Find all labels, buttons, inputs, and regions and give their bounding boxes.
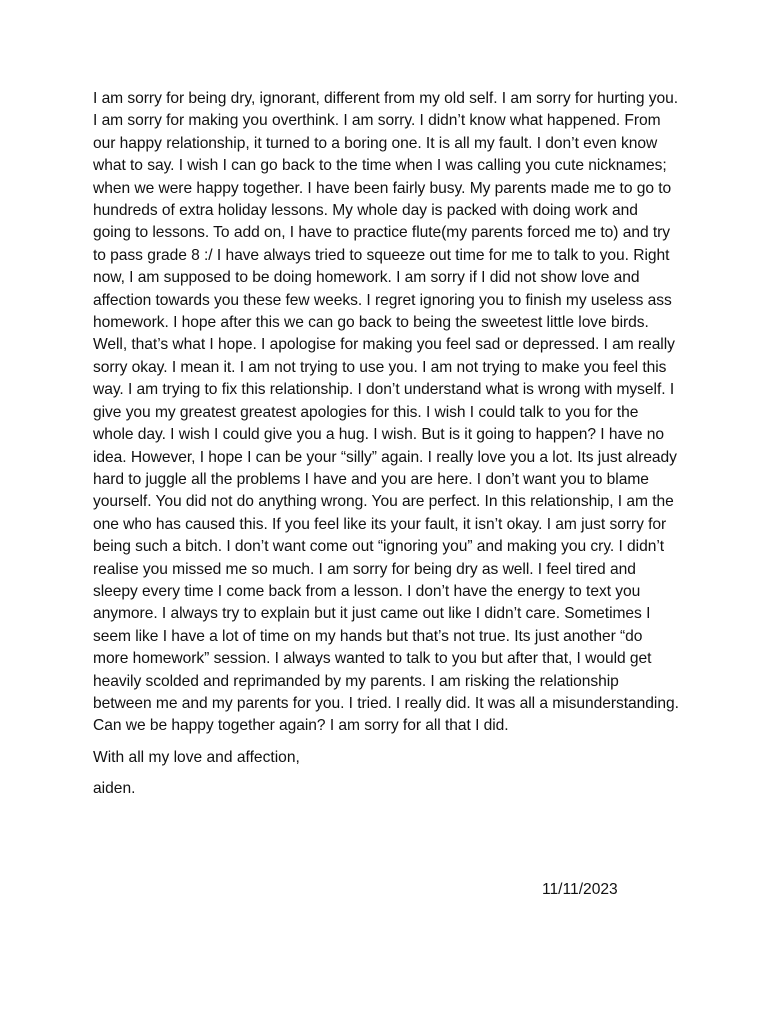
letter-page	[93, 88, 679, 801]
letter-closing: With all my love and affection,	[93, 748, 300, 766]
letter-body: I am sorry for being dry, ignorant, different from my old self. I am sorry for hurting you. I am sorry for making you overthink. I am sorry. I didn’t know what happened. From our happy relationship, it turned to a boring one. It is all my fault. I don’t even know what to say. I wish I can go back to the time when I was calling you cute nicknames; when we were happy together. I have been fairly busy. My parents made me to go to hundreds of extra holiday lessons. My whole day is packed with doing work and going to lessons. To add on, I have to practice flute(my parents forced me to) and try to pass grade 8 :/ I have always tried to squeeze out time for me to talk to you. Right now, I am supposed to be doing homework. I am sorry if I did not show love and affection towards you these few weeks. I regret ignoring you to finish my useless ass homework. I hope after this we can go back to being the sweetest little love birds. Well, that’s what I hope. I apologise for making you feel sad or depressed. I am really sorry okay. I mean it. I am not trying to use you. I am not trying to make you feel this way. I am trying to fix this relationship. I don’t understand what is wrong with myself. I give you my greatest greatest apologies for this. I wish I could talk to you for the whole day. I wish I could give you a hug. I wish. But is it going to happen? I have no idea. However, I hope I can be your “silly” again. I really love you a lot. Its just already hard to juggle all the problems I have and you are here. I don’t want you to blame yourself. You did not do anything wrong. You are perfect. In this relationship, I am the one who has caused this. If you feel like its your fault, it isn’t okay. I am just sorry for being such a bitch. I don’t want come out “ignoring you” and making you cry. I didn’t realise you missed me so much. I am sorry for being dry as well. I feel tired and sleepy every time I come back from a lesson. I don’t have the energy to text you anymore. I always try to explain but it just came out like I didn’t care. Sometimes I seem like I have a lot of time on my hands but that’s not true. Its just another “do more homework” session. I always wanted to talk to you but after that, I would get heavily scolded and reprimanded by my parents. I am risking the relationship between me and my parents for you. I tried. I really did. It was all a misunderstanding. Can we be happy together again? I am sorry for all that I did.	[93, 90, 679, 735]
letter-date: 11/11/2023	[542, 881, 618, 898]
letter-signature: aiden.	[93, 780, 136, 798]
